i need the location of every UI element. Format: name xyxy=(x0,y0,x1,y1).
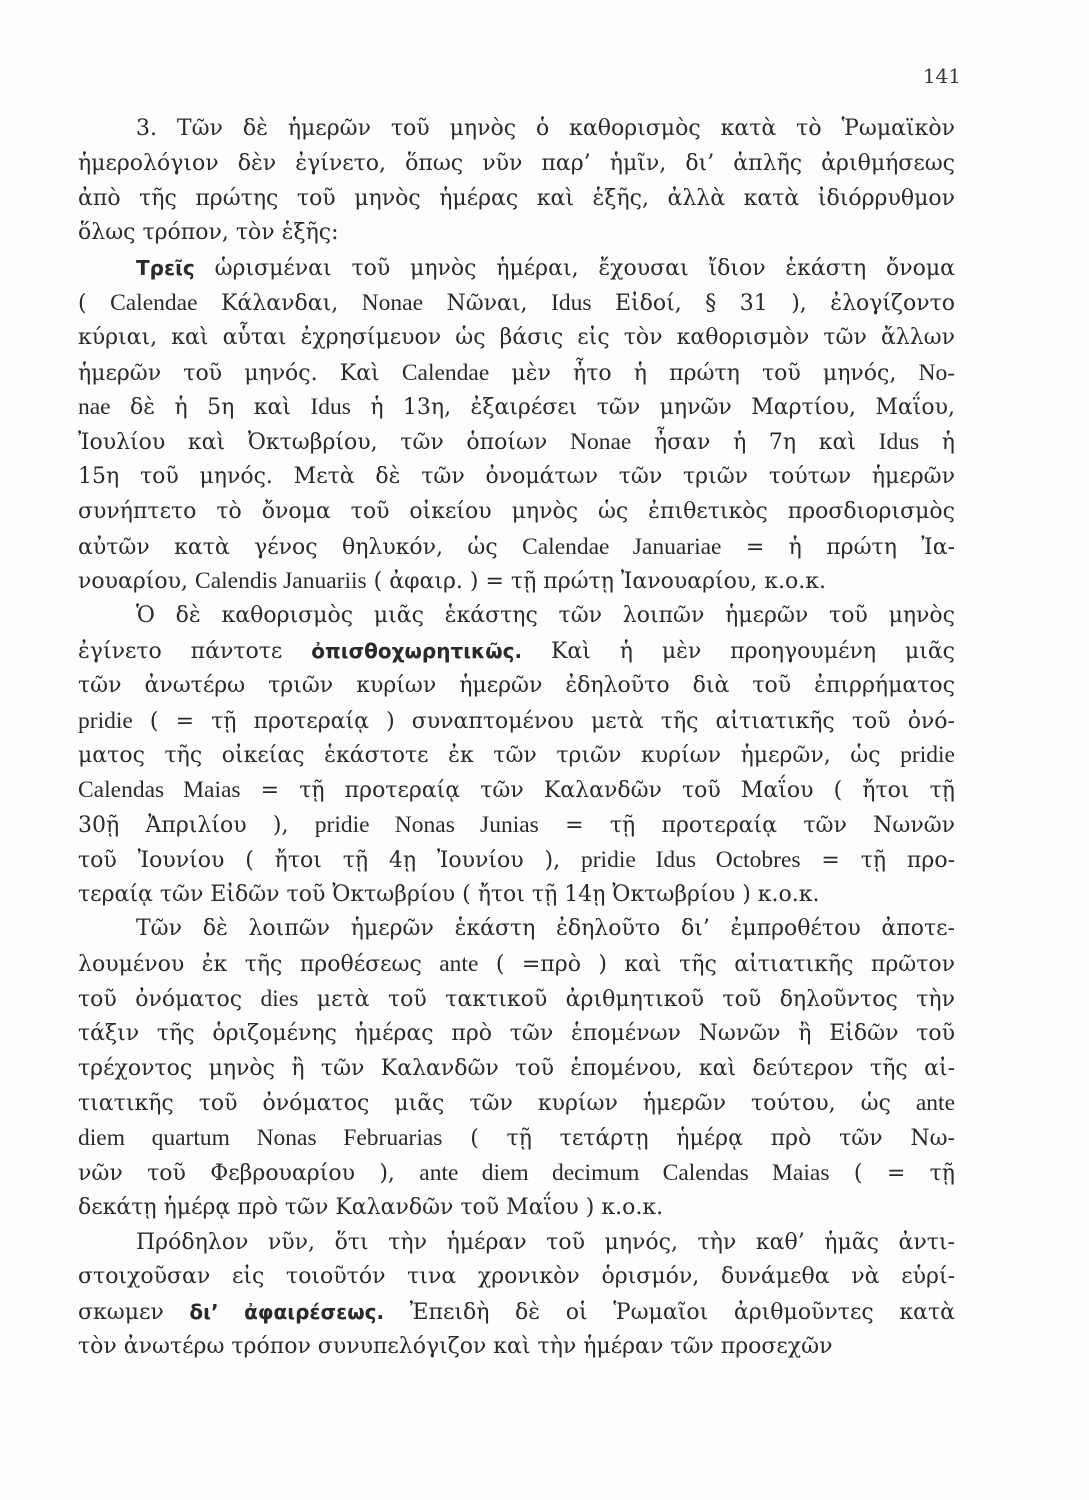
latin-text: Calendae xyxy=(401,359,490,386)
latin-text: pridie Idus Octobres xyxy=(580,846,801,873)
latin-text: Idus xyxy=(878,429,920,456)
text-line xyxy=(78,216,955,251)
line-text: Κάλανδαι, xyxy=(197,290,362,316)
line-text: τὸν ἀνωτέρω τρόπον συνυπελόγιζον καὶ τὴν ἡμέραν τῶν προσεχῶν xyxy=(78,1333,833,1359)
line-text: = ἡ πρώτη Ἰα- xyxy=(721,534,955,560)
line-text: δεκάτῃ ἡμέρᾳ πρὸ τῶν Καλανδῶν τοῦ Μαΐου ) κ.ο.κ. xyxy=(78,1194,664,1220)
text-line xyxy=(78,251,955,286)
line-text: ( τῇ τετάρτῃ ἡμέρᾳ πρὸ τῶν Νω- xyxy=(442,1126,955,1152)
text-line xyxy=(78,704,955,739)
line-text: ὅλως τρόπον, τὸν ἑξῆς: xyxy=(78,220,339,246)
line-text: ἐγίνετο πάντοτε xyxy=(78,638,312,664)
text-line xyxy=(78,425,955,460)
line-text: ἡμερολόγιον δὲν ἐγίνετο, ὅπως νῦν παρ’ ἡμῖν, δι’ ἁπλῆς ἀριθμήσεως xyxy=(78,150,955,176)
text-line xyxy=(78,112,955,147)
line-text: συνήπτετο τὸ ὄνομα τοῦ οἰκείου μηνὸς ὡς ἐπιθετικὸς προσδιορισμὸς xyxy=(78,498,955,524)
text-line xyxy=(78,599,955,634)
latin-text: Idus xyxy=(310,394,351,421)
emphasis-text: ὀπισθοχωρητικῶς. xyxy=(311,638,523,663)
line-text: Εἰδοί, § 31 ), ἐλογίζοντο xyxy=(591,290,956,316)
line-text: ( xyxy=(78,290,111,316)
line-text: ( = τῇ xyxy=(829,1160,955,1186)
line-text: ἡ 13η, ἐξαιρέσει τῶν μηνῶν Μαρτίου, Μαΐου, xyxy=(350,395,956,421)
line-text: τῶν ἀνωτέρω τριῶν κυρίων ἡμερῶν ἐδηλοῦτο διὰ τοῦ ἐπιρρήματος xyxy=(78,672,955,698)
latin-text: No- xyxy=(918,359,956,386)
line-text: τάξιν τῆς ὁριζομένης ἡμέρας πρὸ τῶν ἑπομένων Νωνῶν ἢ Εἰδῶν τοῦ xyxy=(78,1020,955,1046)
line-text: ( = τῇ προτεραίᾳ ) συναπτομένου μετὰ τῆς αἰτιατικῆς τοῦ ὀνό- xyxy=(132,708,955,734)
text-line xyxy=(78,843,955,878)
text-line xyxy=(78,147,955,182)
latin-text: Calendis Januariis xyxy=(195,568,367,595)
text-line xyxy=(78,286,955,321)
text-line xyxy=(78,390,955,425)
line-text: ἦσαν ἡ 7η καὶ xyxy=(631,430,879,456)
text-line xyxy=(78,1191,955,1226)
line-text: τοῦ Ἰουνίου ( ἤτοι τῇ 4ῃ Ἰουνίου ), xyxy=(78,847,581,873)
text-line xyxy=(78,460,955,495)
text-line xyxy=(78,634,955,669)
text-line xyxy=(78,1052,955,1087)
latin-text: Nonae xyxy=(569,429,632,456)
line-text: νῶν τοῦ Φεβρουαρίου ), xyxy=(78,1160,420,1186)
text-body xyxy=(78,112,955,1365)
line-text: ἡμερῶν τοῦ μηνός. Καὶ xyxy=(78,360,402,386)
line-text: Τῶν δὲ λοιπῶν ἡμερῶν ἑκάστη ἐδηλοῦτο δι’ ἐμπροθέτου ἀποτε- xyxy=(136,916,955,942)
latin-text: diem quartum Nonas Februarias xyxy=(78,1125,443,1152)
line-text: τιατικῆς τοῦ ὀνόματος μιᾶς τῶν κυρίων ἡμερῶν τούτου, ὡς xyxy=(78,1091,916,1117)
line-text: Νῶναι, xyxy=(423,290,552,316)
line-text: 15η τοῦ μηνός. Μετὰ δὲ τῶν ὀνομάτων τῶν τριῶν τούτων ἡμερῶν xyxy=(78,463,955,489)
line-text: δὲ ἡ 5η καὶ xyxy=(110,395,311,421)
text-line xyxy=(78,495,955,530)
line-text: στοιχοῦσαν εἰς τοιοῦτόν τινα χρονικὸν ὁρισμόν, δυνάμεθα νὰ εὑρί- xyxy=(78,1264,955,1290)
line-text: Καὶ ἡ μὲν προηγουμένη μιᾶς xyxy=(522,638,955,664)
latin-text: ante diem decimum Calendas Maias xyxy=(419,1159,830,1186)
text-line xyxy=(78,1295,955,1330)
line-text: μετὰ τοῦ τακτικοῦ ἀριθμητικοῦ τοῦ δηλοῦντος τὴν xyxy=(298,986,955,1012)
latin-text: dies xyxy=(260,985,299,1012)
line-text: λουμένου ἐκ τῆς προθέσεως xyxy=(78,952,440,978)
emphasis-text: Τρεῖς xyxy=(136,256,195,281)
line-text: τεραίᾳ τῶν Εἰδῶν τοῦ Ὀκτωβρίου ( ἤτοι τῇ 14ῃ Ὀκτωβρίου ) κ.ο.κ. xyxy=(78,881,820,907)
line-text: Ἐπειδὴ δὲ οἱ Ῥωμαῖοι ἀριθμοῦντες κατὰ xyxy=(384,1300,955,1326)
line-text: ( ἀφαιρ. ) = τῇ πρώτῃ Ἰανουαρίου, κ.ο.κ. xyxy=(366,569,826,595)
text-line xyxy=(78,321,955,356)
line-text: τοῦ ὀνόματος xyxy=(78,986,261,1012)
text-line xyxy=(78,808,955,843)
text-line xyxy=(78,947,955,982)
text-line xyxy=(78,564,955,599)
line-text: κύριαι, καὶ αὗται ἐχρησίμευον ὡς βάσις εἰς τὸν καθορισμὸν τῶν ἄλλων xyxy=(78,324,955,350)
text-line xyxy=(78,1226,955,1261)
text-line xyxy=(78,1330,955,1365)
latin-text: Calendas Maias xyxy=(78,777,241,804)
latin-text: pridie xyxy=(900,742,955,769)
line-text: 30ῇ Ἀπριλίου ), xyxy=(78,812,315,838)
line-text: σκωμεν xyxy=(78,1300,190,1326)
text-line xyxy=(78,182,955,217)
text-line xyxy=(78,1121,955,1156)
text-line xyxy=(78,1156,955,1191)
line-text: ( =πρὸ ) καὶ τῆς αἰτιατικῆς πρῶτον xyxy=(478,952,955,978)
text-line xyxy=(78,1017,955,1052)
latin-text: pridie xyxy=(78,707,133,734)
line-text: ματος τῆς οἰκείας ἑκάστοτε ἐκ τῶν τριῶν κυρίων ἡμερῶν, ὡς xyxy=(78,743,901,769)
text-line xyxy=(78,912,955,947)
line-text: νουαρίου, xyxy=(78,569,196,595)
line-text: = τῇ προτεραίᾳ τῶν Καλανδῶν τοῦ Μαΐου ( ἤτοι τῇ xyxy=(240,778,955,804)
latin-text: ante xyxy=(439,951,479,978)
line-text: αὐτῶν κατὰ γένος θηλυκόν, ὡς xyxy=(78,534,523,560)
latin-text: Nonae xyxy=(361,289,424,316)
line-text: = τῇ προτεραίᾳ τῶν Νωνῶν xyxy=(538,812,956,838)
latin-text: ante xyxy=(915,1090,955,1117)
line-text: τρέχοντος μηνὸς ἢ τῶν Καλανδῶν τοῦ ἑπομένου, καὶ δεύτερον τῆς αἰ- xyxy=(78,1055,955,1081)
text-line xyxy=(78,878,955,913)
line-text: ἀπὸ τῆς πρώτης τοῦ μηνὸς ἡμέρας καὶ ἑξῆς, ἀλλὰ κατὰ ἰδιόρρυθμον xyxy=(78,185,955,211)
text-line xyxy=(78,530,955,565)
text-line xyxy=(78,982,955,1017)
line-text: μὲν ἦτο ἡ πρώτη τοῦ μηνός, xyxy=(489,360,919,386)
page-number: 141 xyxy=(922,64,961,88)
text-line xyxy=(78,669,955,704)
line-text: Πρόδηλον νῦν, ὅτι τὴν ἡμέραν τοῦ μηνός, τὴν καθ’ ἡμᾶς ἀντι- xyxy=(136,1229,955,1255)
text-line xyxy=(78,773,955,808)
latin-text: Calendae Januariae xyxy=(522,533,722,560)
latin-text: pridie Nonas Junias xyxy=(314,811,539,838)
line-text: ὡρισμέναι τοῦ μηνὸς ἡμέραι, ἔχουσαι ἴδιον ἑκάστη ὄνομα xyxy=(194,256,955,282)
line-text: ἡ xyxy=(919,430,955,456)
text-line xyxy=(78,356,955,391)
text-line xyxy=(78,1260,955,1295)
text-line xyxy=(78,738,955,773)
line-text: = τῇ προ- xyxy=(800,847,956,873)
line-text: Ὁ δὲ καθορισμὸς μιᾶς ἑκάστης τῶν λοιπῶν ἡμερῶν τοῦ μηνὸς xyxy=(136,603,955,629)
latin-text: Idus xyxy=(551,289,592,316)
text-line xyxy=(78,1086,955,1121)
emphasis-text: δι’ ἀφαιρέσεως. xyxy=(189,1300,385,1325)
line-text: Ἰουλίου καὶ Ὀκτωβρίου, τῶν ὁποίων xyxy=(78,430,570,456)
line-text: 3. Τῶν δὲ ἡμερῶν τοῦ μηνὸς ὁ καθορισμὸς κατὰ τὸ Ῥωμαϊκὸν xyxy=(136,116,955,141)
latin-text: Calendae xyxy=(110,289,198,316)
latin-text: nae xyxy=(78,394,111,421)
